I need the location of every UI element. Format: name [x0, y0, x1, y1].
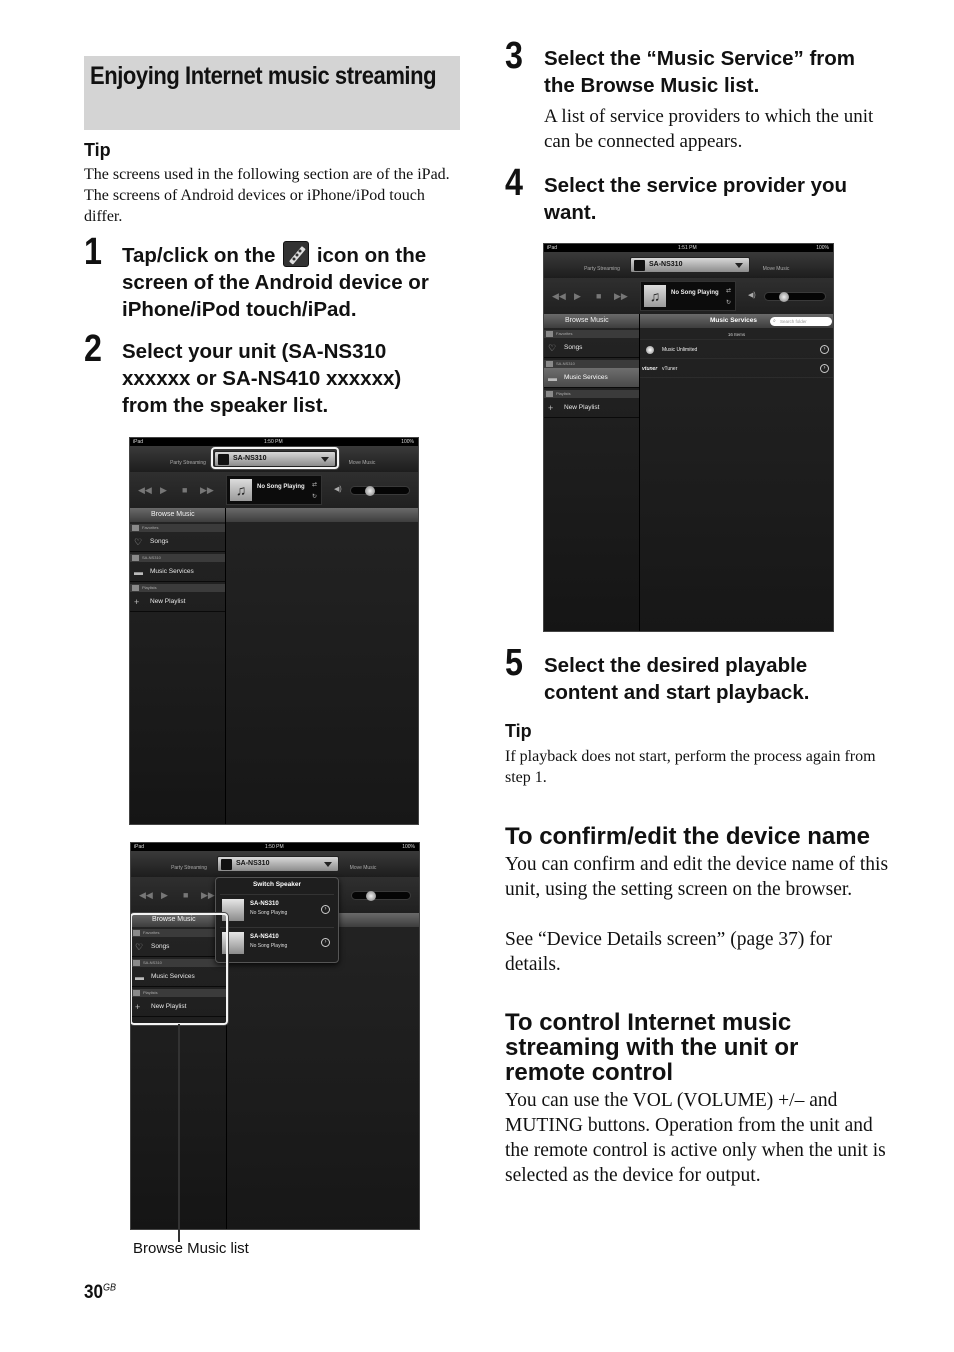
unit-label: SA-NS310	[142, 555, 161, 560]
plus-icon: +	[135, 1002, 141, 1012]
content-area	[226, 508, 418, 824]
play-icon[interactable]: ▶	[574, 291, 581, 301]
unit-label: SA-NS310	[556, 361, 575, 366]
songs-label: Songs	[564, 344, 583, 351]
playlists-label: Playlists	[142, 585, 157, 590]
screenshot-speaker-list	[129, 437, 419, 825]
music-unlimited-logo	[646, 346, 654, 354]
callout-line	[178, 1024, 180, 1242]
favorites-section	[544, 330, 639, 338]
music-note-icon: ♫	[230, 479, 252, 501]
page-suffix: GB	[103, 1282, 117, 1294]
speaker-1-name: SA-NS310	[250, 901, 279, 907]
top-bar	[131, 851, 419, 877]
status-bar	[544, 244, 833, 252]
transport-bar	[544, 278, 833, 314]
move-music-button[interactable]: Move Music	[762, 266, 790, 272]
volume-slider[interactable]	[350, 486, 410, 495]
folder-icon: ▬	[135, 972, 144, 982]
speaker-selector-highlight	[211, 447, 339, 469]
browse-music-header: Browse Music	[130, 508, 225, 522]
step-2-number: 2	[84, 328, 102, 370]
speaker-avatar	[634, 260, 645, 271]
shuffle-icon[interactable]: ⇄	[311, 482, 317, 488]
confirm-body: You can confirm and edit the device name of this unit, using the setting screen on the browser.	[505, 854, 889, 900]
chevron-right-icon[interactable]: ›	[820, 364, 829, 373]
section-tag	[132, 585, 139, 591]
status-battery: 100%	[816, 245, 829, 251]
search-placeholder: Search folder	[780, 319, 807, 324]
playlists-section	[130, 584, 225, 592]
step-5-number: 5	[505, 642, 523, 684]
tip-heading: Tip	[84, 140, 111, 160]
section-tag	[546, 361, 553, 367]
status-battery: 100%	[401, 439, 414, 445]
status-bar	[131, 843, 419, 851]
music-services-label: Music Services	[564, 374, 608, 381]
previous-icon[interactable]: ◀◀	[138, 485, 152, 495]
now-playing-panel	[640, 281, 736, 311]
music-services-title: Music Services	[710, 317, 757, 324]
music-services-header	[640, 314, 833, 328]
status-time: 1:50 PM	[264, 439, 283, 445]
speaker-name: SA-NS310	[233, 455, 267, 462]
folder-icon: ▬	[134, 567, 143, 577]
tip-2-heading: Tip	[505, 721, 532, 741]
plus-icon: +	[548, 403, 554, 413]
status-battery: 100%	[402, 844, 415, 850]
next-icon[interactable]: ▶▶	[614, 291, 628, 301]
step-3-number: 3	[505, 35, 523, 77]
step-2-text: Select your unit (SA-NS310 xxxxxx or SA-NS410 xxxxxx) from the speaker list.	[122, 340, 402, 417]
browse-music-sidebar	[544, 314, 640, 631]
move-music-button[interactable]: Move Music	[348, 460, 376, 466]
chevron-down-icon	[324, 862, 332, 867]
volume-knob[interactable]	[365, 486, 375, 496]
favorites-label: Favorites	[142, 525, 159, 530]
step-1-text-after: icon on the screen of the Android device or iPhone/iPod touch/iPad.	[122, 244, 429, 321]
heart-icon: ♡	[135, 942, 144, 952]
repeat-icon[interactable]: ↻	[311, 494, 317, 500]
playlists-section	[544, 390, 639, 398]
favorites-label: Favorites	[556, 331, 573, 336]
volume-icon: ◀)	[334, 486, 342, 493]
play-icon[interactable]: ▶	[161, 890, 168, 900]
party-streaming-button[interactable]: Party Streaming	[171, 865, 207, 871]
play-icon[interactable]: ▶	[160, 485, 167, 495]
speaker-name: SA-NS310	[649, 261, 683, 268]
status-device: iPad	[133, 439, 144, 445]
page-number-value: 30	[84, 1282, 104, 1303]
section-tag	[132, 525, 139, 531]
section-tag	[546, 331, 553, 337]
content-header	[226, 508, 418, 522]
section-title: Enjoying Internet music streaming	[90, 62, 437, 90]
new-playlist-label: New Playlist	[151, 1003, 187, 1010]
speaker-selector[interactable]	[217, 856, 339, 872]
service-1-name: Music Unlimited	[662, 347, 698, 353]
status-time: 1:50 PM	[265, 844, 284, 850]
status-time: 1:51 PM	[678, 245, 697, 251]
speaker-selector[interactable]	[630, 257, 750, 273]
tip-body: The screens used in the following section are of the iPad. The screens of Android devices or iPhone/iPod touch differ.	[84, 166, 450, 225]
status-bar	[130, 438, 418, 446]
speaker-row-1[interactable]	[220, 894, 334, 924]
favorites-section	[130, 524, 225, 532]
browse-music-header: Browse Music	[131, 913, 226, 927]
vtuner-logo: vtuner	[642, 366, 658, 372]
remote-app-icon	[283, 241, 309, 267]
playlists-label: Playlists	[556, 391, 571, 396]
heart-icon: ♡	[134, 537, 143, 547]
songs-label: Songs	[150, 538, 169, 545]
playlists-label: Playlists	[143, 990, 158, 995]
status-device: iPad	[547, 245, 558, 251]
sidebar-item-music-services[interactable]	[130, 562, 225, 582]
section-tag	[132, 555, 139, 561]
stop-icon[interactable]: ■	[182, 485, 188, 495]
switch-speaker-popover	[215, 877, 339, 963]
chevron-right-icon[interactable]: ›	[820, 345, 829, 354]
volume-slider[interactable]	[351, 891, 411, 900]
speaker-row-2[interactable]	[220, 927, 334, 957]
unit-label: SA-NS310	[143, 960, 162, 965]
confirm-heading: To confirm/edit the device name	[505, 823, 870, 850]
next-icon[interactable]: ▶▶	[200, 485, 214, 495]
section-title-box	[84, 56, 460, 130]
music-services-label: Music Services	[150, 568, 194, 575]
service-2-name: vTuner	[662, 366, 678, 372]
sidebar-item-music-services[interactable]	[544, 368, 639, 388]
previous-icon[interactable]: ◀◀	[139, 890, 153, 900]
new-playlist-label: New Playlist	[150, 598, 186, 605]
search-icon: ⌕	[773, 318, 776, 324]
stop-icon[interactable]: ■	[183, 890, 189, 900]
items-count: 16 Items	[640, 330, 833, 340]
control-body: You can use the VOL (VOLUME) +/– and MUTING buttons. Operation from the unit and the remote control is active only when the unit is selected as the device for output.	[505, 1090, 886, 1186]
volume-icon: ◀)	[748, 292, 756, 299]
step-3-text: Select the “Music Service” from the Browse Music list.	[544, 47, 856, 97]
music-services-panel	[640, 314, 833, 631]
step-4-number: 4	[505, 162, 523, 204]
step-3-description: A list of service providers to which the unit can be connected appears.	[544, 106, 874, 152]
move-music-button[interactable]: Move Music	[349, 865, 377, 871]
favorites-label: Favorites	[143, 930, 160, 935]
shuffle-icon[interactable]: ⇄	[725, 288, 731, 294]
tip-2-body: If playback does not start, perform the process again from step 1.	[505, 748, 876, 786]
unit-section	[544, 360, 639, 368]
next-icon[interactable]: ▶▶	[201, 890, 215, 900]
sidebar-item-songs[interactable]	[544, 338, 639, 358]
unit-section	[130, 554, 225, 562]
chevron-down-icon	[735, 263, 743, 268]
songs-label: Songs	[151, 943, 170, 950]
speaker-name: SA-NS310	[236, 860, 270, 867]
sidebar-item-new-playlist[interactable]	[544, 398, 639, 418]
section-tag	[546, 391, 553, 397]
party-streaming-button[interactable]: Party Streaming	[170, 460, 206, 466]
party-streaming-button[interactable]: Party Streaming	[584, 266, 620, 272]
speaker-1-status: No Song Playing	[250, 910, 288, 916]
screenshot-music-services	[543, 243, 834, 632]
step-4-text: Select the service provider you want.	[544, 174, 848, 224]
search-folder-input[interactable]	[770, 317, 832, 326]
browse-music-header: Browse Music	[544, 314, 639, 328]
new-playlist-label: New Playlist	[564, 404, 600, 411]
repeat-icon[interactable]: ↻	[725, 300, 731, 306]
music-services-label: Music Services	[151, 973, 195, 980]
now-playing-text: No Song Playing	[671, 290, 719, 296]
page-number	[84, 1282, 116, 1304]
volume-knob[interactable]	[779, 292, 789, 302]
sidebar-item-songs[interactable]	[130, 532, 225, 552]
browse-music-sidebar	[130, 508, 226, 824]
step-1-number: 1	[84, 231, 102, 273]
transport-bar	[130, 472, 418, 508]
speaker-2-status: No Song Playing	[250, 943, 288, 949]
chevron-right-icon[interactable]: ›	[321, 938, 330, 947]
switch-speaker-title: Switch Speaker	[252, 881, 302, 888]
volume-knob[interactable]	[366, 891, 376, 901]
speaker-avatar	[221, 859, 232, 870]
folder-icon: ▬	[548, 373, 557, 383]
browse-music-highlight	[130, 913, 228, 1025]
screenshot-switch-speaker	[130, 842, 420, 1230]
chevron-right-icon[interactable]: ›	[321, 905, 330, 914]
sidebar-item-new-playlist[interactable]	[130, 592, 225, 612]
step-1-text	[122, 241, 467, 323]
previous-icon[interactable]: ◀◀	[552, 291, 566, 301]
music-note-icon: ♫	[644, 285, 666, 307]
step-1-text-before: Tap/click on the	[122, 244, 276, 267]
status-device: iPad	[134, 844, 145, 850]
stop-icon[interactable]: ■	[596, 291, 602, 301]
heart-icon: ♡	[548, 343, 557, 353]
step-5-text: Select the desired playable content and start playback.	[544, 654, 810, 704]
callout-label: Browse Music list	[133, 1240, 249, 1257]
top-bar	[544, 252, 833, 278]
speaker-2-name: SA-NS410	[250, 934, 279, 940]
now-playing-text: No Song Playing	[257, 484, 305, 490]
control-heading: To control Internet music streaming with the unit or remote control	[505, 1009, 799, 1086]
now-playing-panel	[226, 475, 322, 505]
volume-slider[interactable]	[764, 292, 826, 301]
service-row-music-unlimited[interactable]	[640, 341, 833, 359]
plus-icon: +	[134, 597, 140, 607]
confirm-reference: See “Device Details screen” (page 37) for details.	[505, 929, 832, 975]
service-row-vtuner[interactable]	[640, 360, 833, 378]
